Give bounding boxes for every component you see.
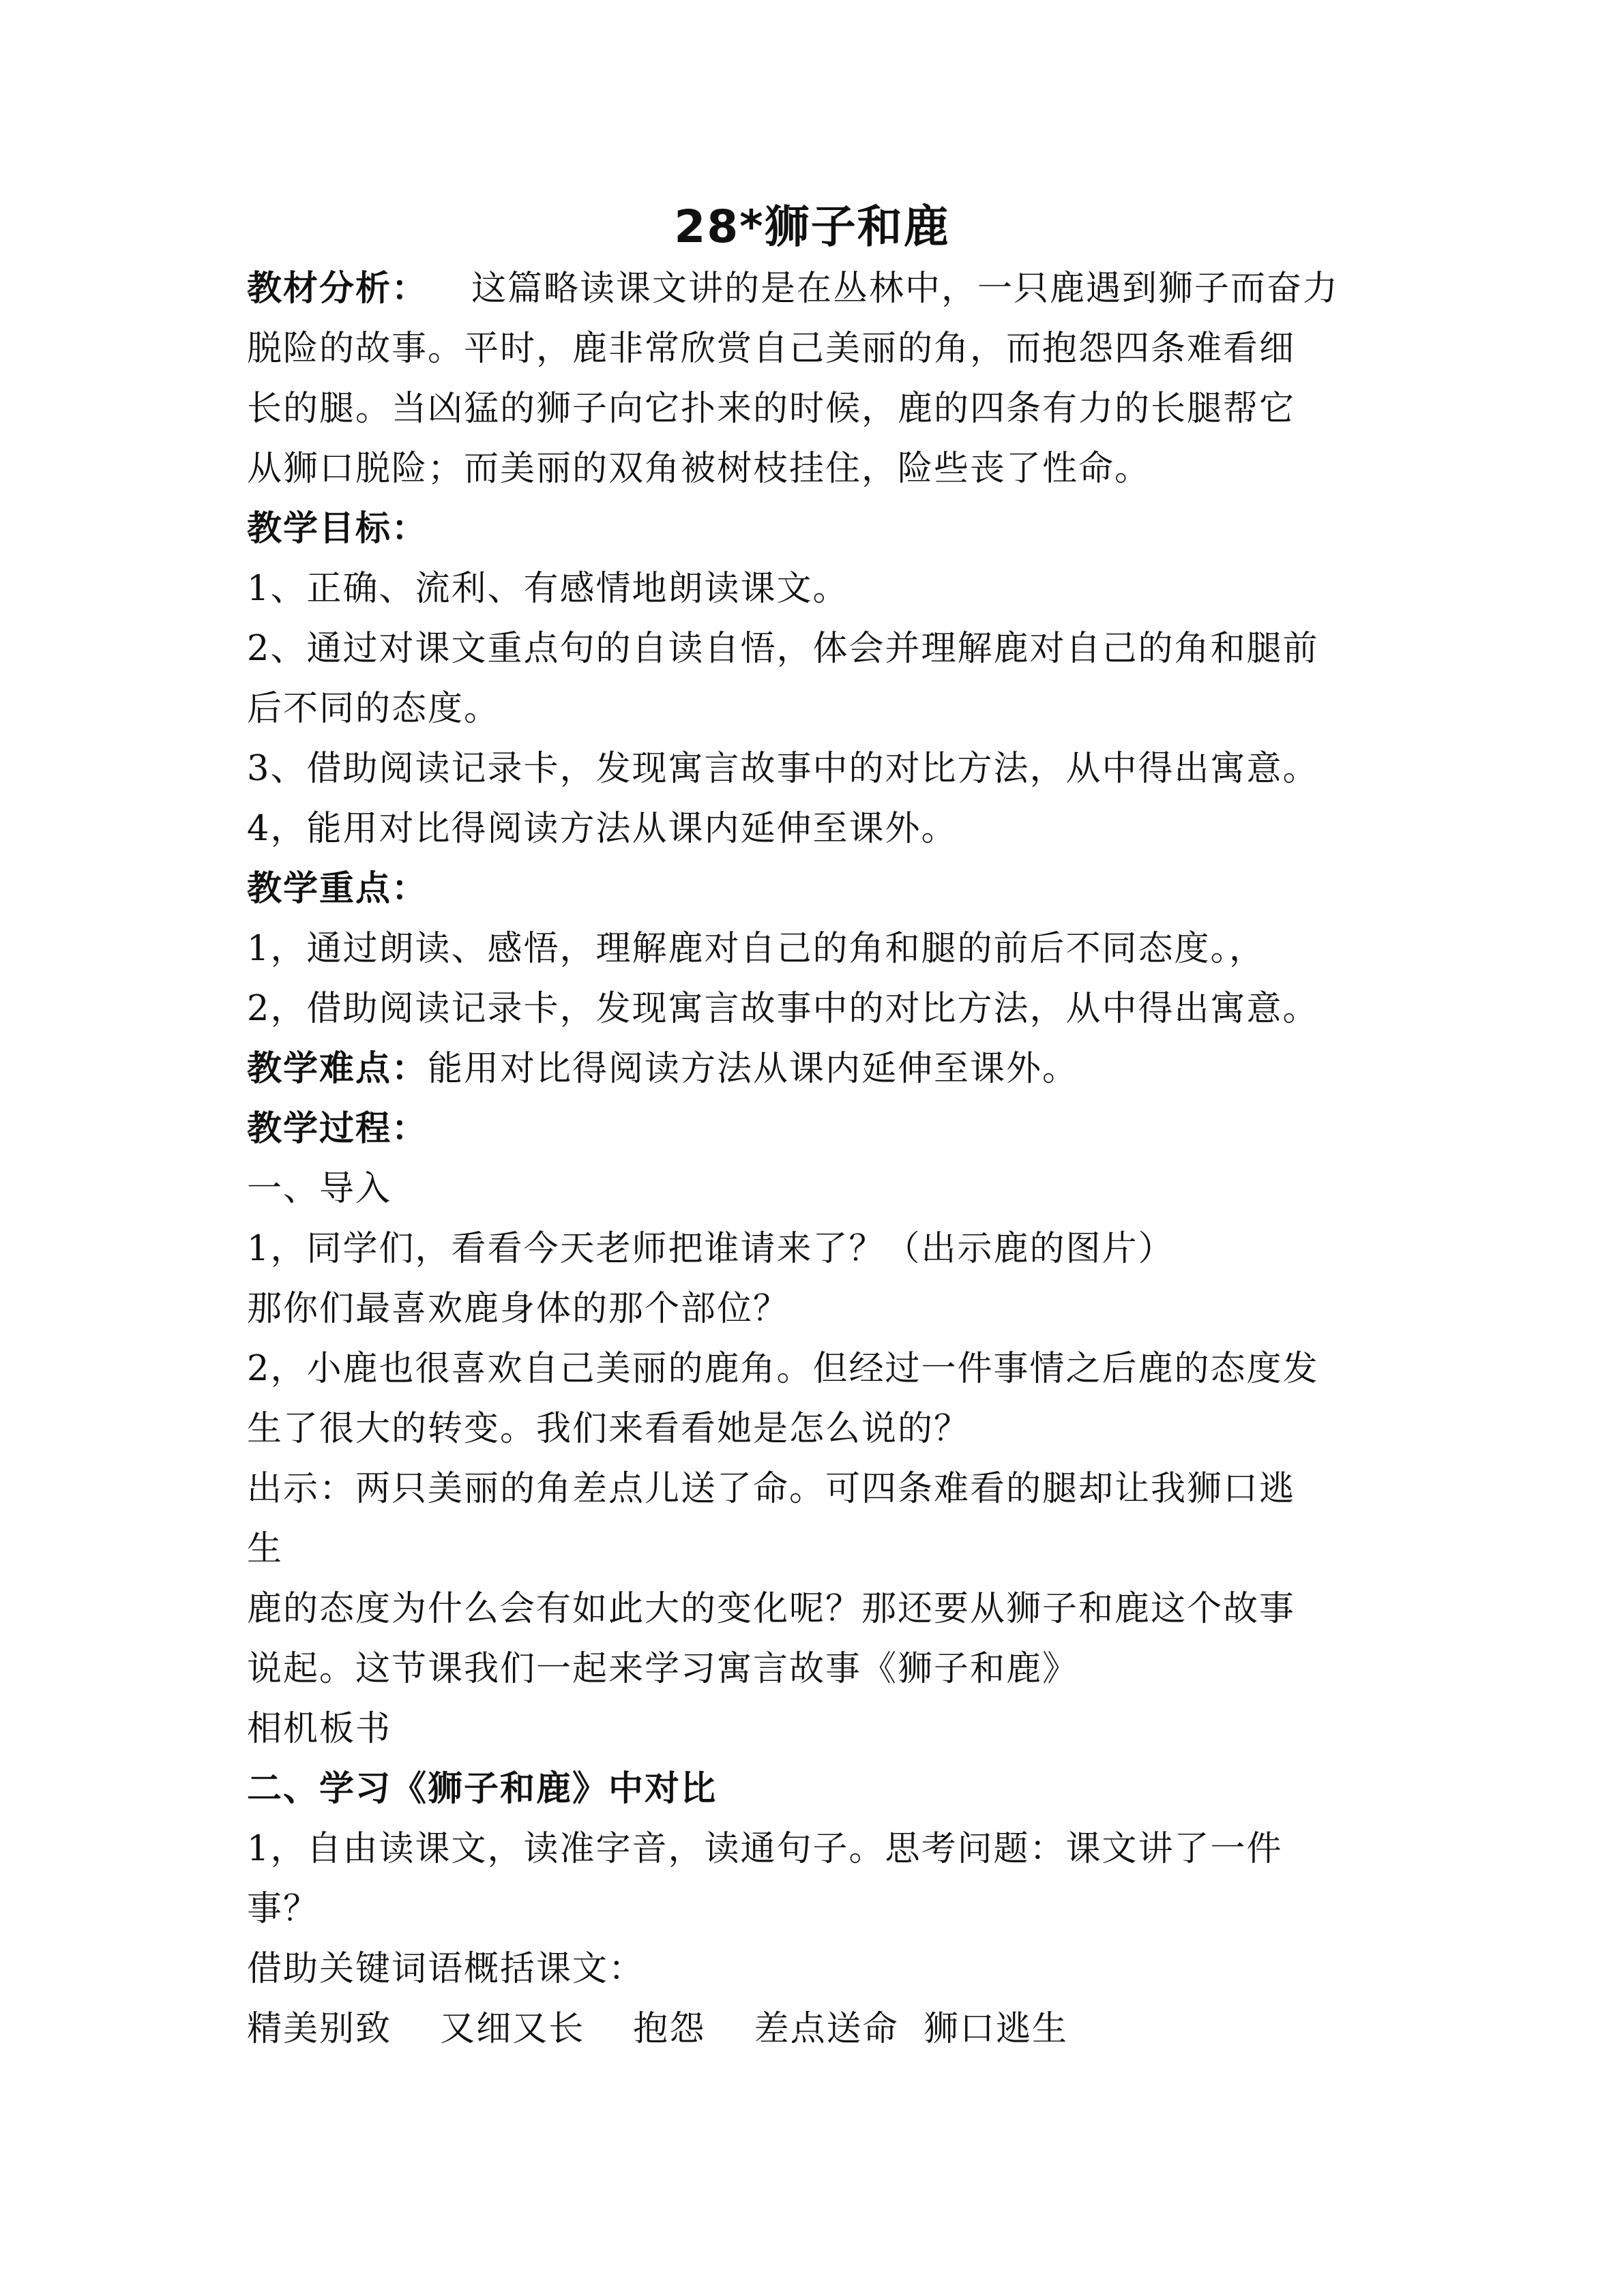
- difficulty-text: 能用对比得阅读方法从课内延伸至课外。: [428, 1049, 1079, 1089]
- process-line: 说起。这节课我们一起来学习寓言故事《狮子和鹿》: [247, 1649, 1079, 1689]
- goal-item: 1、正确、流利、有感情地朗读课文。: [247, 569, 849, 609]
- document-body: [247, 259, 1379, 2059]
- difficulty-line: [247, 1039, 1379, 1099]
- process-line: 2，小鹿也很喜欢自己美丽的鹿角。但经过一件事情之后鹿的态度发: [247, 1349, 1319, 1389]
- analysis-text-line: 长的腿。当凶猛的狮子向它扑来的时候，鹿的四条有力的长腿帮它: [247, 389, 1296, 429]
- process-line: 借助关键词语概括课文：: [247, 1949, 645, 1989]
- difficulty-label: 教学难点：: [247, 1049, 428, 1089]
- key-point-item: 1，通过朗读、感悟，理解鹿对自己的角和腿的前后不同态度。，: [247, 929, 1265, 969]
- process-line: 1，同学们，看看今天老师把谁请来了？（出示鹿的图片）: [247, 1229, 1175, 1269]
- process-line: 鹿的态度为什么会有如此大的变化呢？那还要从狮子和鹿这个故事: [247, 1589, 1296, 1629]
- process-heading: 教学过程：: [247, 1109, 428, 1149]
- process-line: 生了很大的转变。我们来看看她是怎么说的？: [247, 1409, 971, 1449]
- goal-item: 2、通过对课文重点句的自读自悟，体会并理解鹿对自己的角和腿前: [247, 629, 1319, 669]
- process-line: 生: [247, 1529, 284, 1569]
- page-title: 28*狮子和鹿: [674, 200, 950, 253]
- key-point-item: 2，借助阅读记录卡，发现寓言故事中的对比方法，从中得出寓意。: [247, 989, 1319, 1029]
- goals-heading: 教学目标：: [247, 509, 428, 549]
- process-line: 1，自由读课文，读准字音，读通句子。思考问题：课文讲了一件: [247, 1829, 1283, 1869]
- process-line: 出示：两只美丽的角差点儿送了命。可四条难看的腿却让我狮口逃: [247, 1469, 1296, 1509]
- analysis-text: 这篇略读课文讲的是在丛林中，一只鹿遇到狮子而奋力: [471, 269, 1340, 309]
- analysis-label: 教材分析：: [247, 269, 428, 309]
- goal-item-continued: 后不同的态度。: [247, 689, 501, 729]
- keywords-line: 精美别致 又细又长 抱怨 差点送命 狮口逃生: [247, 2009, 1069, 2049]
- process-line: 事？: [247, 1889, 320, 1929]
- goal-item: 3、借助阅读记录卡，发现寓言故事中的对比方法，从中得出寓意。: [247, 749, 1319, 789]
- analysis-text-line: 脱险的故事。平时，鹿非常欣赏自己美丽的角，而抱怨四条难看细: [247, 329, 1296, 369]
- process-line: 相机板书: [247, 1709, 392, 1749]
- analysis-line: [247, 259, 1379, 319]
- key-points-heading: 教学重点：: [247, 869, 428, 909]
- process-line: 那你们最喜欢鹿身体的那个部位？: [247, 1289, 790, 1329]
- section-title: 一、导入: [247, 1169, 392, 1209]
- analysis-text-line: 从狮口脱险；而美丽的双角被树枝挂住，险些丧了性命。: [247, 449, 1151, 489]
- goal-item: 4，能用对比得阅读方法从课内延伸至课外。: [247, 809, 958, 849]
- section-title: 二、学习《狮子和鹿》中对比: [247, 1769, 718, 1809]
